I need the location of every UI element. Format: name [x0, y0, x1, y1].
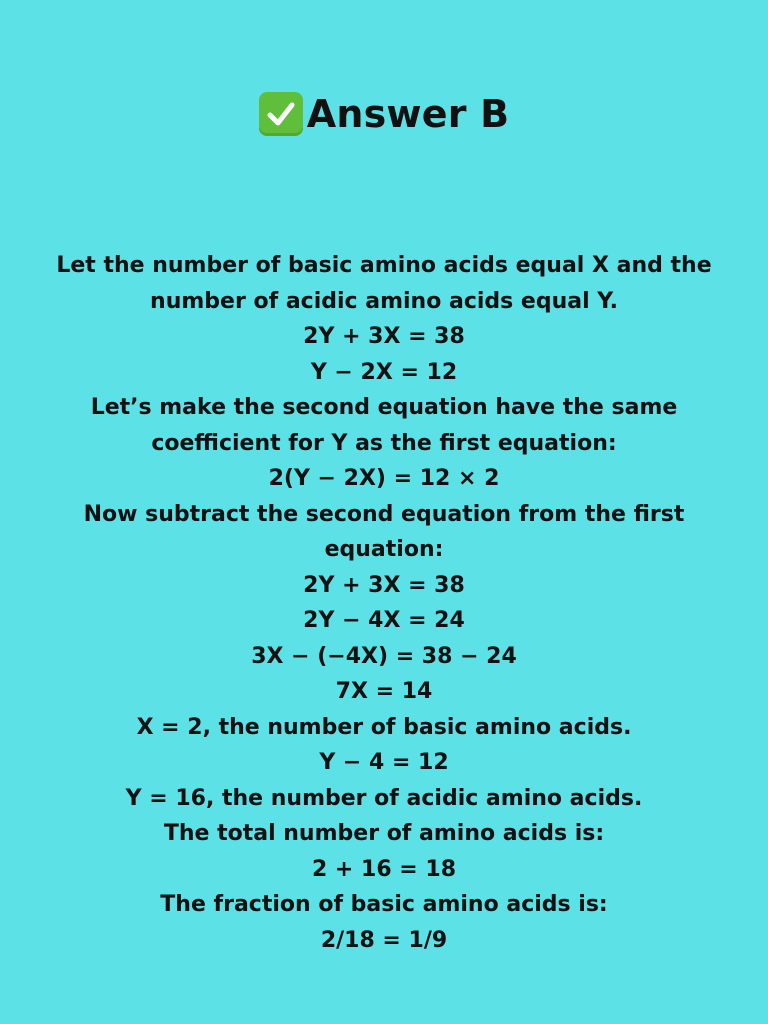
solution-line: Y − 4 = 12 [319, 750, 449, 775]
solution-line: Y − 2X = 12 [310, 359, 458, 385]
solution-line: Y = 16, the number of acidic amino acids. [125, 785, 643, 811]
solution-line: Now subtract the second equation from the first [83, 501, 685, 527]
solution-line: 2 + 16 = 18 [311, 856, 457, 882]
solution-line: 2Y + 3X = 38 [303, 324, 465, 349]
solution-line: equation: [324, 537, 444, 562]
solution-line: The total number of amino acids is: [163, 821, 605, 846]
solution-line: Let the number of basic amino acids equal X and the [56, 253, 712, 278]
solution-line: Let’s make the second equation have the same [90, 395, 678, 420]
solution-line: 2Y + 3X = 38 [303, 572, 465, 598]
solution-line: coefficient for Y as the first equation: [151, 430, 617, 456]
solution-line: The fraction of basic amino acids is: [160, 892, 608, 917]
check-mark-icon [259, 92, 303, 136]
solution-line: 2/18 = 1/9 [320, 927, 448, 953]
solution-line: number of acidic amino acids equal Y. [150, 288, 618, 314]
solution-line: X = 2, the number of basic amino acids. [136, 714, 632, 740]
solution-line: 3X − (−4X) = 38 − 24 [251, 643, 517, 669]
solution-line: 2(Y − 2X) = 12 × 2 [268, 466, 500, 491]
solution-text [40, 248, 728, 958]
answer-title: Answer B [306, 92, 510, 136]
answer-heading [0, 92, 768, 136]
solution-line: 2Y − 4X = 24 [303, 608, 465, 633]
solution-line: 7X = 14 [335, 679, 433, 704]
